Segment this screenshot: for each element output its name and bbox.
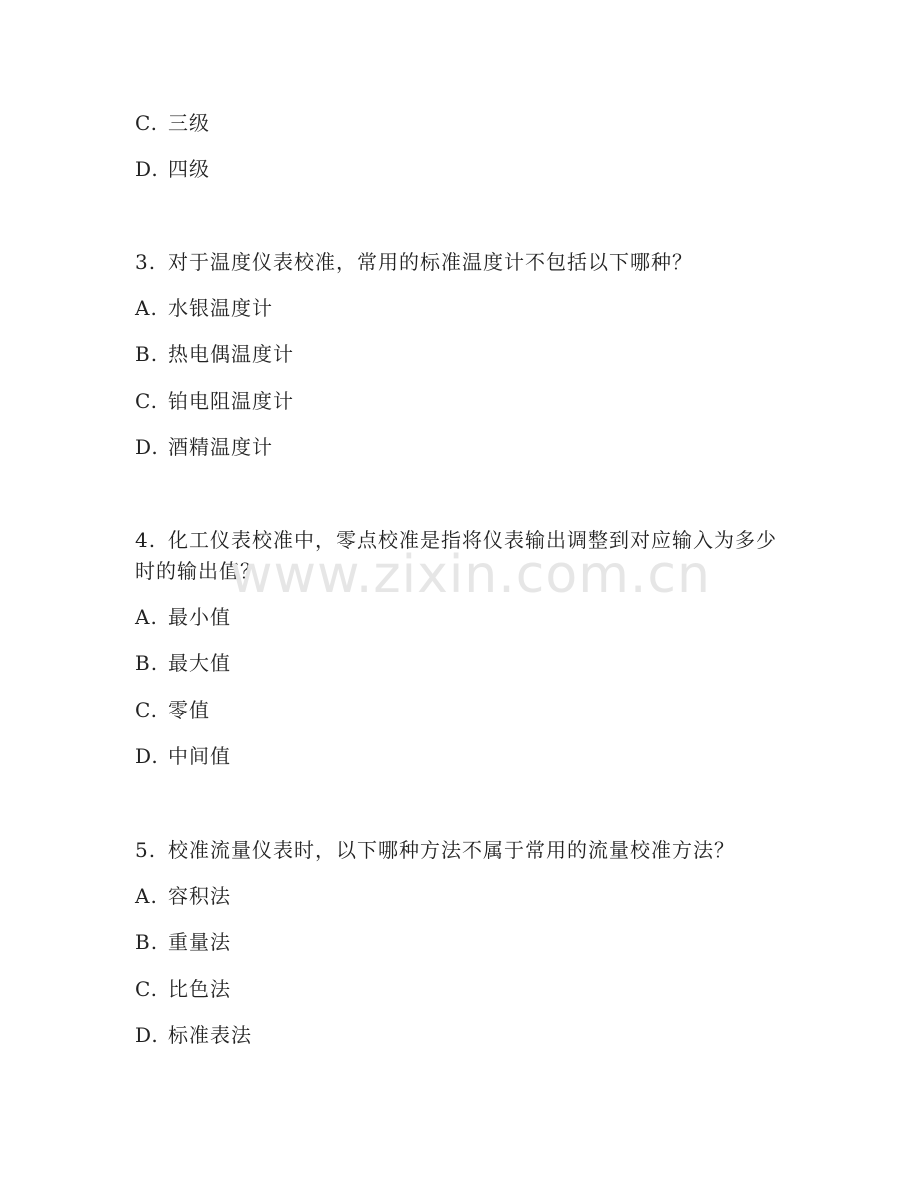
option-text: 容积法: [168, 884, 231, 908]
option-text: 零值: [168, 698, 210, 722]
option-text: 四级: [168, 157, 210, 181]
option-label: C.: [135, 111, 158, 135]
option-label: A.: [135, 605, 158, 629]
option-text: 酒精温度计: [168, 435, 273, 459]
question-5-option-b: [135, 930, 231, 954]
option-label: D.: [135, 744, 159, 768]
option-label: C.: [135, 698, 158, 722]
option-text: 最小值: [168, 605, 231, 629]
question-number: 3.: [135, 250, 157, 274]
question-5-option-d: [135, 1023, 252, 1047]
option-text: 中间值: [168, 744, 231, 768]
option-label: D.: [135, 1023, 159, 1047]
option-d: [135, 157, 210, 181]
option-label: C.: [135, 977, 158, 1001]
question-number: 4.: [135, 528, 157, 552]
question-5-option-c: [135, 977, 231, 1001]
question-5-option-a: [135, 884, 231, 908]
option-label: B.: [135, 651, 159, 675]
option-label: D.: [135, 435, 159, 459]
question-text: 化工仪表校准中，零点校准是指将仪表输出调整到对应输入为多少: [168, 528, 777, 552]
question-3-option-c: [135, 389, 294, 413]
option-c: [135, 111, 210, 135]
option-text: 三级: [168, 111, 210, 135]
option-text: 热电偶温度计: [168, 342, 294, 366]
question-4-option-b: [135, 651, 231, 675]
option-label: B.: [135, 930, 159, 954]
option-text: 最大值: [168, 651, 231, 675]
question-4-option-a: [135, 605, 231, 629]
option-text: 铂电阻温度计: [168, 389, 294, 413]
option-text: 水银温度计: [168, 296, 273, 320]
watermark: www.zixin.com.cn: [230, 545, 711, 605]
question-3-text: [135, 250, 693, 274]
question-4-option-d: [135, 744, 231, 768]
question-4-option-c: [135, 698, 210, 722]
option-label: B.: [135, 342, 159, 366]
option-label: C.: [135, 389, 158, 413]
option-label: A.: [135, 884, 158, 908]
question-number: 5.: [135, 838, 157, 862]
option-text: 标准表法: [168, 1023, 252, 1047]
option-label: D.: [135, 157, 159, 181]
question-3-option-d: [135, 435, 273, 459]
option-label: A.: [135, 296, 158, 320]
question-text-continued: 时的输出值？: [135, 559, 261, 583]
option-text: 比色法: [168, 977, 231, 1001]
question-5-text: [135, 838, 735, 862]
question-text: 对于温度仪表校准，常用的标准温度计不包括以下哪种？: [168, 250, 693, 274]
question-3-option-a: [135, 296, 273, 320]
question-3-option-b: [135, 342, 294, 366]
option-text: 重量法: [168, 930, 231, 954]
question-text: 校准流量仪表时，以下哪种方法不属于常用的流量校准方法？: [168, 838, 735, 862]
